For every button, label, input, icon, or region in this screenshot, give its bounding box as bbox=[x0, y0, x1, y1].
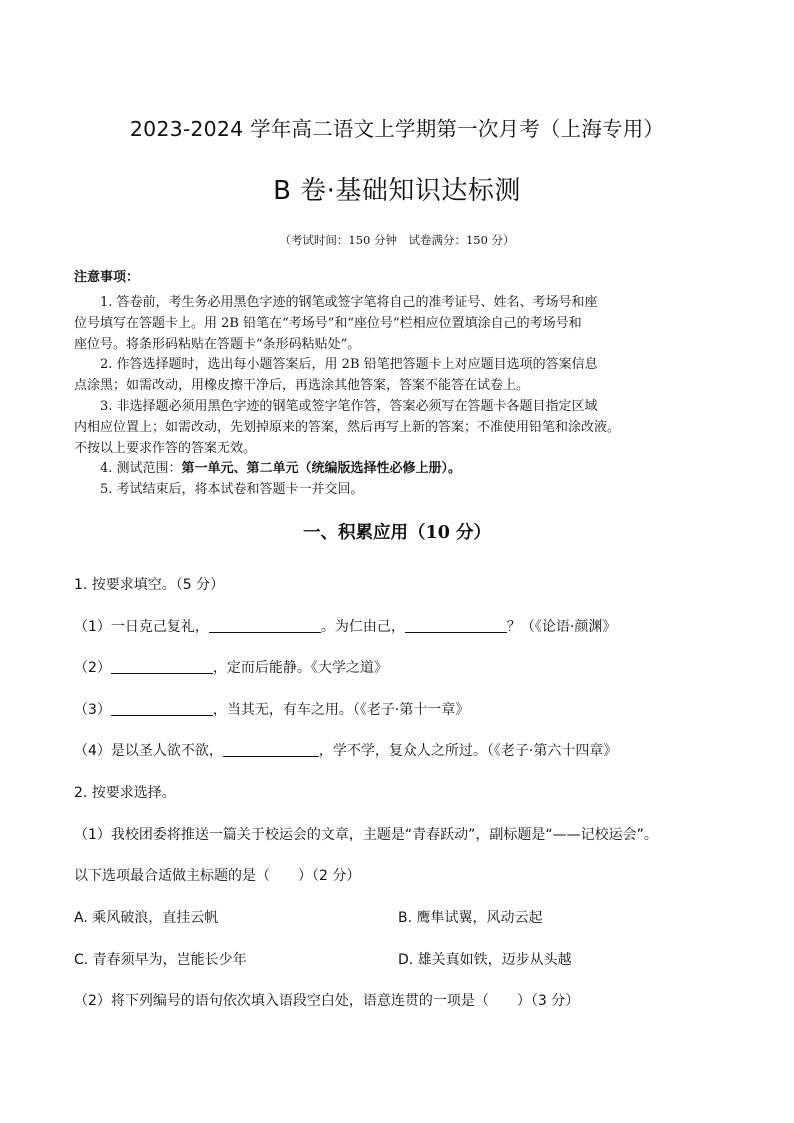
exam-subtitle: B 卷·基础知识达标测 bbox=[273, 176, 521, 206]
option-c[interactable]: C. 青春须早为，岂能长少年 bbox=[74, 952, 247, 968]
notice-item-4 bbox=[74, 459, 722, 480]
exam-title: 2023-2024 学年高二语文上学期第一次月考（上海专用） bbox=[129, 117, 665, 141]
question-1-prompt: 1. 按要求填空。（5 分） bbox=[74, 577, 225, 593]
q1-sub1-text-c: ？（《论语·颜渊》 bbox=[506, 619, 617, 635]
option-d[interactable]: D. 雄关真如铁，迈步从头越 bbox=[398, 952, 572, 968]
notice-item-3-line-2: 内相应位置上；如需改动，先划掉原来的答案，然后再写上新的答案；不准使用铅笔和涂改液。 bbox=[74, 419, 621, 435]
question-2-prompt: 2. 按要求选择。 bbox=[74, 785, 176, 801]
notice-heading: 注意事项： bbox=[74, 270, 140, 285]
notice-list bbox=[74, 293, 722, 501]
option-b[interactable]: B. 鹰隼试翼，风动云起 bbox=[398, 910, 543, 926]
notice-item-3-line-1: 3. 非选择题必须用黑色字迹的钢笔或签字笔作答，答案必须写在答题卡各题目指定区域 bbox=[100, 398, 598, 414]
notice-item-1-line-2: 位号填写在答题卡上。用 2B 铅笔在“考场号”和“座位号”栏相应位置填涂自己的考场号和 bbox=[74, 315, 582, 331]
question-1-sub-2 bbox=[74, 657, 388, 677]
q1-sub3-text-b: ，当其无，有车之用。（《老子·第十一章》 bbox=[212, 702, 470, 718]
notice-item-1-line-1: 1. 答卷前，考生务必用黑色字迹的钢笔或签字笔将自己的准考证号、姓名、考场号和座 bbox=[100, 295, 598, 310]
notice-item-2-line-1: 2. 作答选择题时，选出每小题答案后，用 2B 铅笔把答题卡上对应题目选项的答案信息 bbox=[100, 357, 598, 373]
question-2-sub-1-line-2: 以下选项最合适做主标题的是（ ）（2 分） bbox=[74, 868, 361, 884]
notice-item-4-prefix: 4. 测试范围： bbox=[100, 461, 182, 477]
q1-sub4-text-a: （4）是以圣人欲不欲， bbox=[74, 743, 223, 759]
section-heading: 一、积累应用（10 分） bbox=[303, 523, 491, 543]
q1-sub2-text-b: ，定而后能静。《大学之道》 bbox=[212, 660, 388, 676]
question-1-sub-4 bbox=[74, 740, 617, 760]
answer-blank-4[interactable] bbox=[111, 699, 213, 716]
answer-blank-3[interactable] bbox=[111, 657, 213, 674]
q1-sub1-text-b: 。为仁由己， bbox=[320, 619, 405, 635]
notice-item-1-line-3: 座位号。将条形码粘贴在答题卡“条形码粘贴处”。 bbox=[74, 336, 361, 352]
q1-sub2-text-a: （2） bbox=[74, 660, 111, 676]
answer-blank-2[interactable] bbox=[405, 616, 507, 633]
notice-item-5: 5. 考试结束后，将本试卷和答题卡一并交回。 bbox=[100, 482, 364, 498]
question-1-sub-3 bbox=[74, 699, 469, 719]
question-2-sub-1-line-1: （1）我校团委将推送一篇关于校运会的文章，主题是“青春跃动”，副标题是“——记校运会”。 bbox=[74, 827, 658, 843]
q1-sub3-text-a: （3） bbox=[74, 702, 111, 718]
q1-sub1-text-a: （1）一日克己复礼， bbox=[74, 619, 209, 635]
answer-blank-1[interactable] bbox=[209, 616, 321, 633]
notice-item-2-line-2: 点涂黑；如需改动，用橡皮擦干净后，再选涂其他答案，答案不能答在试卷上。 bbox=[74, 378, 530, 394]
notice-item-3-line-3: 不按以上要求作答的答案无效。 bbox=[74, 440, 257, 456]
notice-item-4-scope: 第一单元、第二单元（统编版选择性必修上册）。 bbox=[181, 461, 462, 477]
option-a[interactable]: A. 乘风破浪，直挂云帆 bbox=[74, 910, 219, 926]
exam-meta: （考试时间：150 分钟 试卷满分：150 分） bbox=[279, 233, 515, 247]
q1-sub4-text-b: ，学不学，复众人之所过。（《老子·第六十四章》 bbox=[318, 743, 618, 759]
answer-blank-5[interactable] bbox=[223, 740, 319, 757]
question-1-sub-1 bbox=[74, 616, 616, 636]
question-2-sub-2: （2）将下列编号的语句依次填入语段空白处，语意连贯的一项是（ ）（3 分） bbox=[74, 993, 580, 1009]
